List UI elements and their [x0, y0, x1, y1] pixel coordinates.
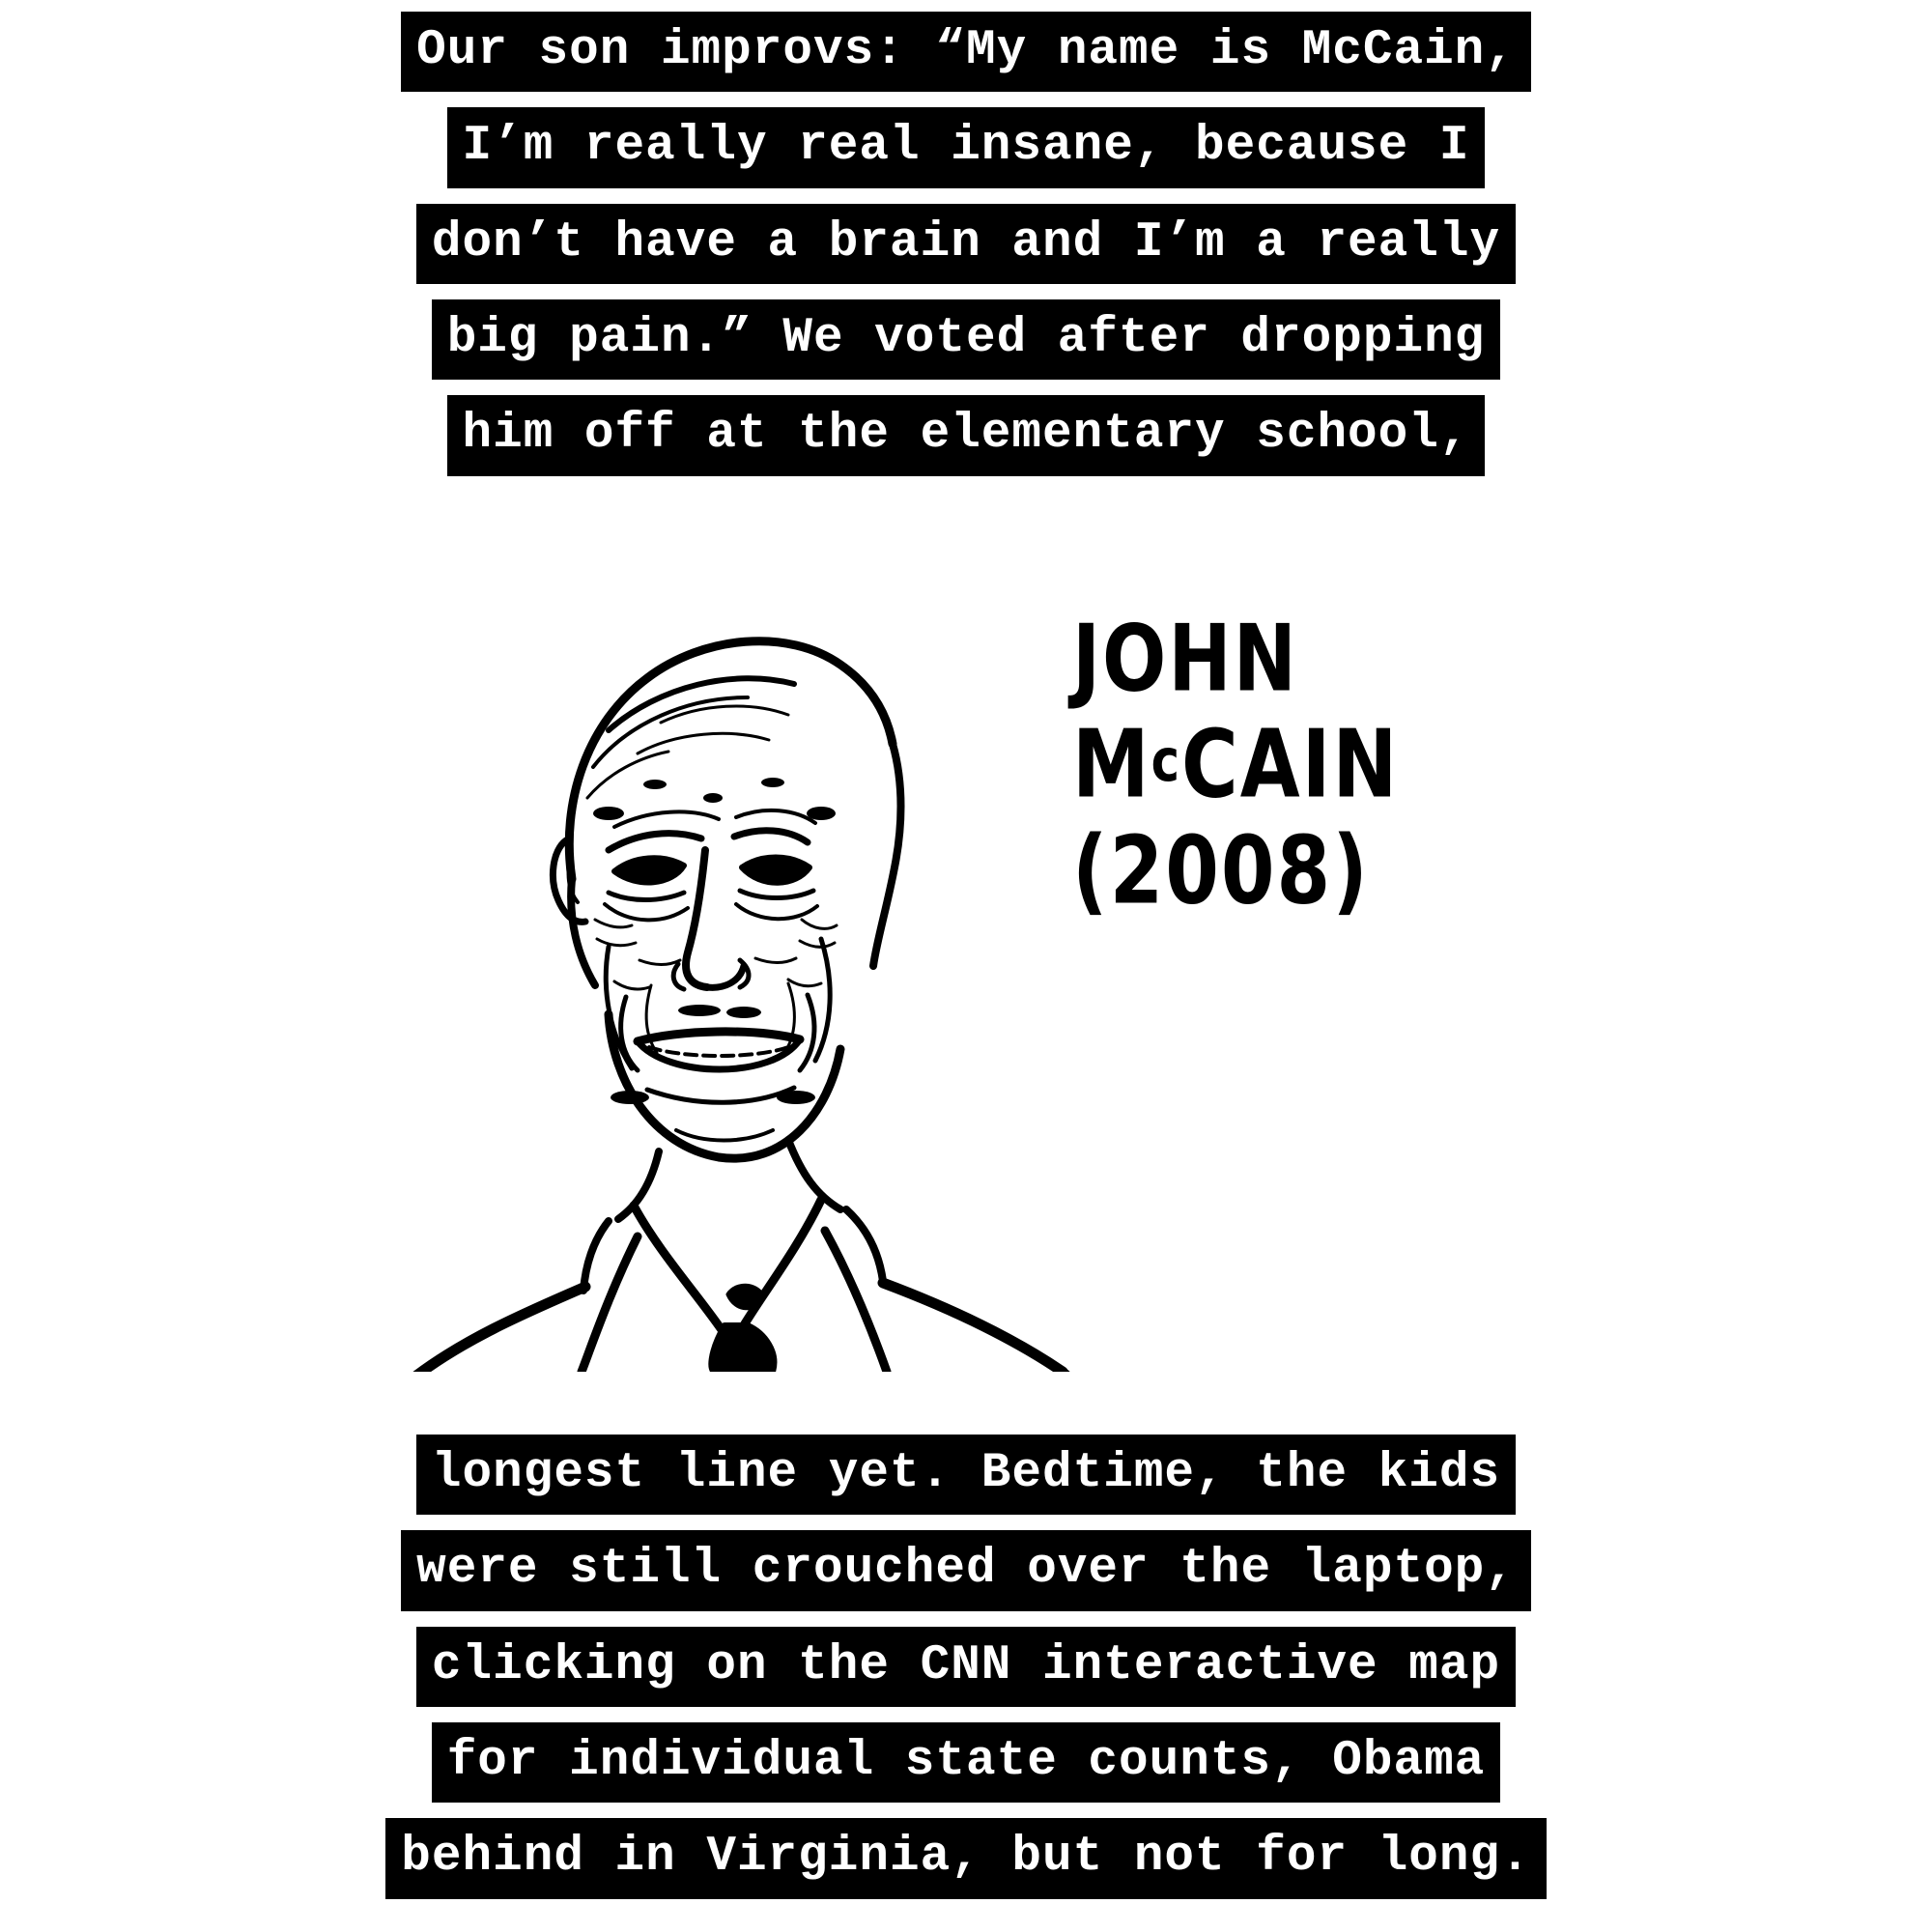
text-line: clicking on the CNN interactive map — [416, 1627, 1516, 1707]
caption-line-3: (2008) — [1072, 815, 1370, 925]
top-text-block — [0, 12, 1932, 492]
text-line: behind in Virginia, but not for long. — [385, 1818, 1546, 1898]
text-line: Our son improvs: “My name is McCain, — [401, 12, 1531, 92]
caption-line-2-small: c — [1151, 725, 1182, 795]
text-line: big pain.” We voted after dropping — [432, 299, 1501, 380]
caption-line-2-suffix: CAIN — [1181, 709, 1400, 819]
caption-line-2 — [1072, 709, 1517, 819]
text-line: were still crouched over the laptop, — [401, 1530, 1531, 1610]
caption-line-1: JOHN — [1072, 606, 1298, 713]
text-line: for individual state counts, Obama — [432, 1722, 1501, 1803]
bottom-text-block — [0, 1435, 1932, 1915]
caption-line-2-prefix: M — [1072, 709, 1151, 819]
text-line: I’m really real insane, because I — [447, 107, 1486, 187]
portrait-caption — [1072, 606, 1517, 930]
text-line: longest line yet. Bedtime, the kids — [416, 1435, 1516, 1515]
text-line: don’t have a brain and I’m a really — [416, 204, 1516, 284]
text-line: him off at the elementary school, — [447, 395, 1486, 475]
